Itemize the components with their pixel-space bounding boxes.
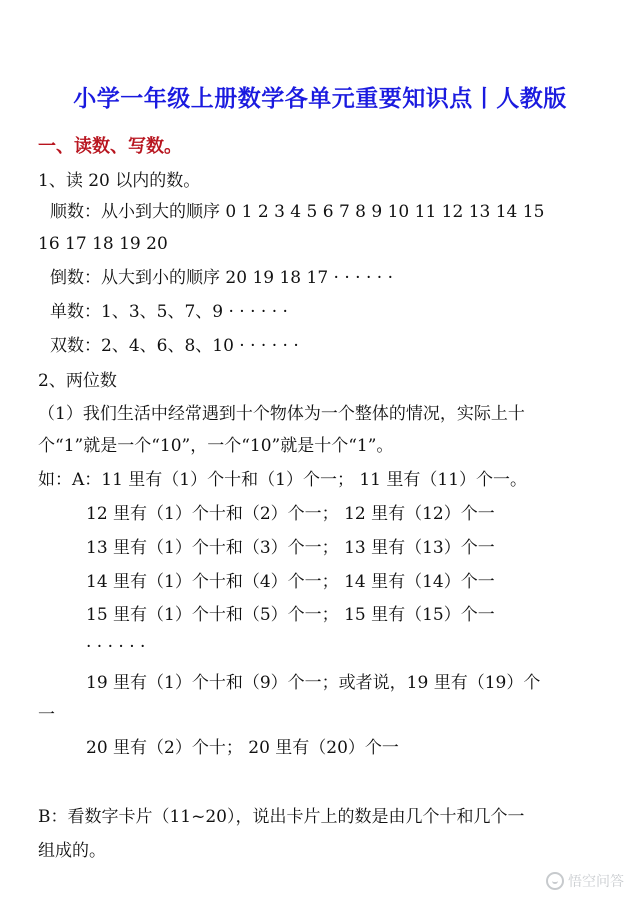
- paragraph-tens-line1: （1）我们生活中经常遇到十个物体为一个整体的情况，实际上十: [38, 404, 525, 424]
- odd-numbers-line: 单数：1、3、5、7、9 · · · · · ·: [50, 302, 288, 322]
- example-b-line1: B：看数字卡片（11~20），说出卡片上的数是由几个十和几个一: [38, 807, 525, 827]
- watermark-text: 悟空问答: [568, 874, 624, 890]
- section-heading-read-write: 一、读数、写数。: [38, 136, 182, 157]
- even-numbers-line: 双数：2、4、6、8、10 · · · · · ·: [50, 336, 299, 356]
- example-20-line: 20 里有（2）个十； 20 里有（20）个一: [86, 738, 399, 758]
- example-19-line1: 19 里有（1）个十和（9）个一；或者说，19 里有（19）个: [86, 673, 541, 693]
- item-heading-read-within-20: 1、读 20 以内的数。: [38, 171, 201, 191]
- item-heading-two-digit-numbers: 2、两位数: [38, 371, 117, 391]
- example-15-line: 15 里有（1）个十和（5）个一； 15 里有（15）个一: [86, 605, 495, 625]
- watermark: [546, 871, 624, 891]
- counting-backward-line: 倒数：从大到小的顺序 20 19 18 17 · · · · · ·: [50, 268, 393, 288]
- example-19-line2: 一: [38, 705, 55, 725]
- example-13-line: 13 里有（1）个十和（3）个一； 13 里有（13）个一: [86, 538, 495, 558]
- wukong-logo-icon: [546, 872, 564, 890]
- example-b-line2: 组成的。: [38, 841, 106, 861]
- document-title: 小学一年级上册数学各单元重要知识点丨人教版: [73, 86, 567, 112]
- paragraph-tens-line2: 个“1”就是一个“10”，一个“10”就是十个“1”。: [38, 436, 394, 456]
- example-12-line: 12 里有（1）个十和（2）个一； 12 里有（12）个一: [86, 504, 495, 524]
- counting-forward-continuation: 16 17 18 19 20: [38, 234, 168, 254]
- example-ellipsis: · · · · · ·: [86, 637, 146, 657]
- counting-forward-line: 顺数：从小到大的顺序 0 1 2 3 4 5 6 7 8 9 10 11 12 13 14 15: [50, 202, 545, 222]
- example-a-line: 如：A：11 里有（1）个十和（1）个一； 11 里有（11）个一。: [38, 470, 528, 490]
- example-14-line: 14 里有（1）个十和（4）个一； 14 里有（14）个一: [86, 572, 495, 592]
